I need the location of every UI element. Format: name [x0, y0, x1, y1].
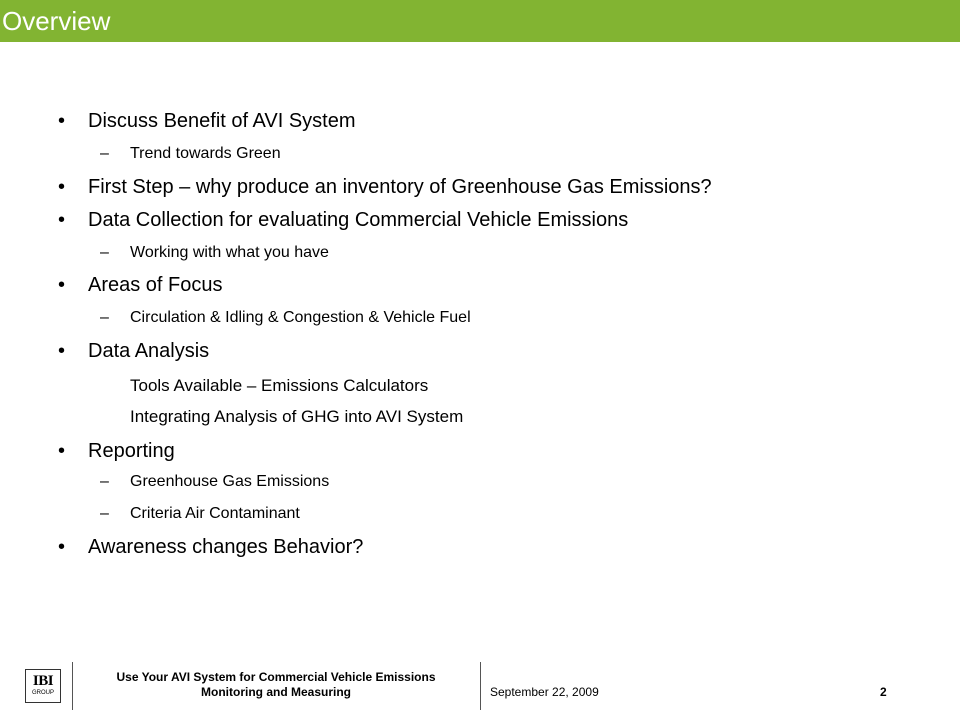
bullet-marker: •: [58, 176, 66, 198]
bullet-text: Discuss Benefit of AVI System: [88, 110, 356, 132]
dash-marker: –: [100, 145, 109, 162]
bullet-marker: •: [58, 440, 66, 462]
bullet-item: [58, 338, 210, 364]
bullet-text: Awareness changes Behavior?: [88, 536, 364, 558]
logo-main-text: IBI: [32, 673, 54, 689]
dash-marker: –: [100, 473, 109, 490]
logo-sub-text: GROUP: [31, 690, 54, 696]
plain-sub-item: Tools Available – Emissions Calculators: [130, 376, 429, 395]
footer-divider: [480, 662, 481, 710]
bullet-marker: •: [58, 209, 66, 231]
bullet-item: [58, 438, 175, 464]
dash-marker: –: [100, 309, 109, 326]
bullet-marker: •: [58, 340, 66, 362]
sub-bullet-item: [100, 471, 330, 493]
sub-bullet-text: Circulation & Idling & Congestion & Vehicle Fuel: [130, 309, 471, 326]
sub-bullet-item: [100, 143, 281, 165]
ibi-group-logo: [25, 669, 61, 703]
bullet-text: First Step – why produce an inventory of Greenhouse Gas Emissions?: [88, 176, 712, 198]
bullet-item: [58, 534, 364, 560]
bullet-marker: •: [58, 110, 66, 132]
bullet-item: [58, 207, 629, 233]
bullet-item: [58, 174, 712, 200]
footer-title-line1: Use Your AVI System for Commercial Vehicle Emissions: [116, 670, 436, 684]
page-number: 2: [880, 685, 887, 699]
sub-bullet-text: Greenhouse Gas Emissions: [130, 473, 330, 490]
slide-title: Overview: [2, 6, 111, 36]
footer-divider: [72, 662, 73, 710]
bullet-item: [58, 108, 356, 134]
dash-marker: –: [100, 505, 109, 522]
bullet-text: Data Collection for evaluating Commercial Vehicle Emissions: [88, 209, 629, 231]
footer-title-line2: Monitoring and Measuring: [201, 685, 351, 699]
bullet-text: Data Analysis: [88, 340, 210, 362]
bullet-marker: •: [58, 536, 66, 558]
bullet-text: Reporting: [88, 440, 175, 462]
bullet-marker: •: [58, 274, 66, 296]
sub-bullet-item: [100, 307, 471, 329]
footer-date: September 22, 2009: [490, 685, 599, 699]
sub-bullet-text: Working with what you have: [130, 244, 329, 261]
dash-marker: –: [100, 244, 109, 261]
footer-presentation-title: [76, 670, 476, 700]
sub-bullet-item: [100, 242, 329, 264]
bullet-text: Areas of Focus: [88, 274, 223, 296]
sub-bullet-text: Criteria Air Contaminant: [130, 505, 300, 522]
plain-sub-item: Integrating Analysis of GHG into AVI System: [130, 407, 464, 426]
sub-bullet-item: [100, 503, 300, 525]
bullet-item: [58, 272, 223, 298]
sub-bullet-text: Trend towards Green: [130, 145, 281, 162]
